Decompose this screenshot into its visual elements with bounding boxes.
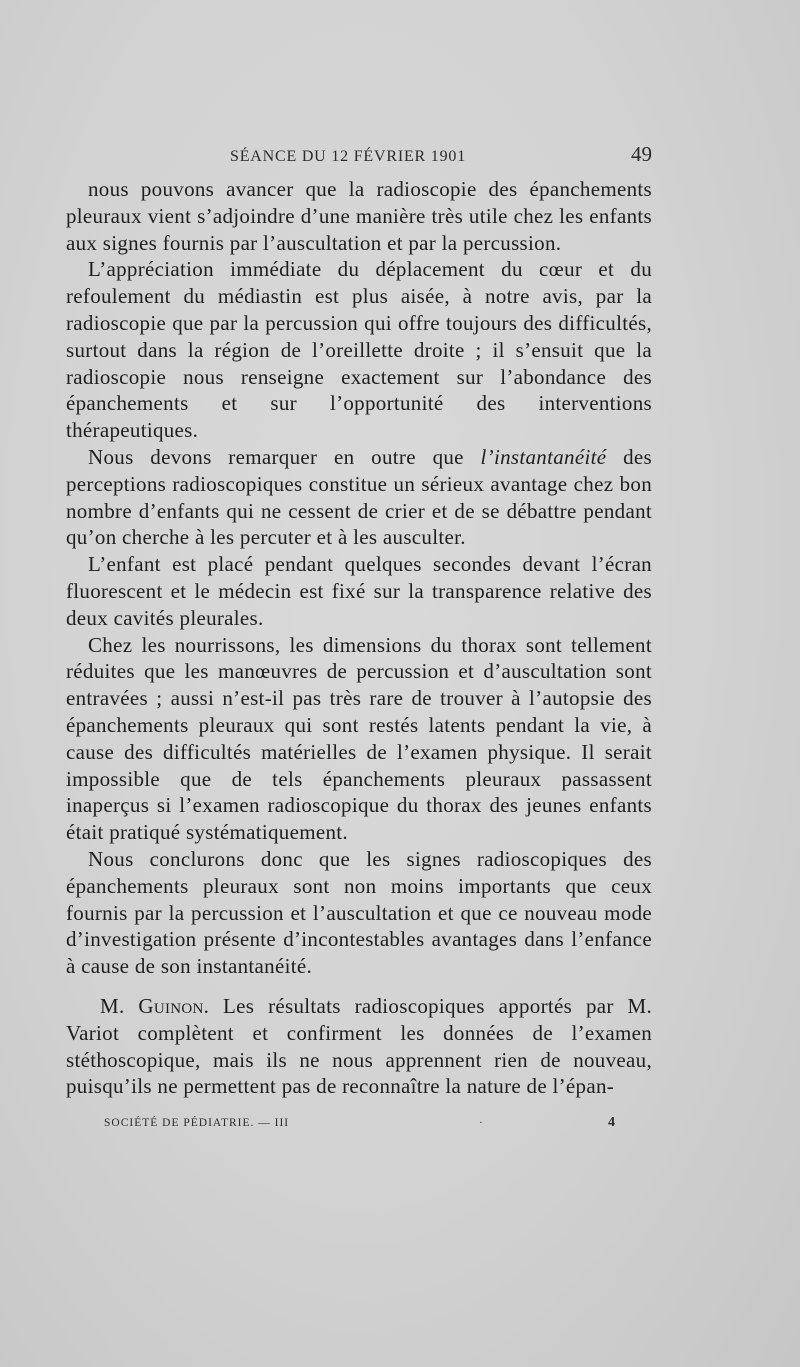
- paragraph-3: Nous devons remarquer en outre que l’instantanéité des perceptions radioscopiques constitue un sérieux avantage chez bon nombre d’enfants qui ne cessent de crier et de se débattre pendant qu’on cherche à les percuter et à les ausculter.: [66, 444, 652, 550]
- paragraph-6: Nous conclurons donc que les signes radioscopiques des épanchements pleuraux sont non moins importants que ceux fournis par la percussion et l’auscultation et que ce nouveau mode d’investigation présente d’incontestables avantages dans l’enfance à cause de son instantanéité.: [66, 846, 652, 979]
- page-header: [66, 142, 652, 170]
- page-number: 49: [631, 142, 652, 166]
- paragraph-4: L’enfant est placé pendant quelques secondes devant l’écran fluorescent et le médecin est fixé sur la transparence relative des deux cavités pleurales.: [66, 552, 652, 630]
- page-footer: [104, 1117, 616, 1137]
- speaker-name: Guinon: [138, 993, 204, 1018]
- paragraph-2: L’appréciation immédiate du déplacement du cœur et du refoulement du médiastin est plus aisée, à notre avis, par la radioscopie que par la percussion qui offre toujours des difficultés, surtout dans la région de l’oreillette droite ; il s’ensuit que la radioscopie nous renseigne exactement sur l’abondance des épanchements et sur l’opportunité des interventions thérapeutiques.: [66, 257, 652, 443]
- sheet-number: 4: [608, 1115, 616, 1130]
- paragraph-7: M. Guinon. Les résultats radioscopiques apportés par M. Variot complètent et confirment les données de l’examen stéthoscopique, mais ils ne nous apprennent rien de nouveau, puisqu’ils ne permettent pas de reconnaître la nature de l’épan-: [66, 993, 653, 1099]
- paragraph-1: nous pouvons avancer que la radioscopie des épanchements pleuraux vient s’adjoindre d’une manière très utile chez les enfants aux signes fournis par l’auscultation et par la percussion.: [66, 177, 652, 255]
- emphasis-instantaneite: l’instantanéité: [480, 444, 607, 469]
- signature-line: SOCIÉTÉ DE PÉDIATRIE. — III: [104, 1117, 290, 1129]
- body-text: [66, 176, 652, 1100]
- signature-mark: ·: [479, 1117, 484, 1129]
- paragraph-5: Chez les nourrissons, les dimensions du thorax sont tellement réduites que les manœuvres de percussion et d’auscultation sont entravées ; aussi n’est-il pas très rare de trouver à l’autopsie des épanchements pleuraux qui sont restés latents pendant la vie, à cause des difficultés matérielles de l’examen physique. Il serait impossible que de tels épanchements pleuraux passassent inaperçus si l’examen radioscopique du thorax des jeunes enfants était pratiqué systématiquement.: [66, 632, 652, 845]
- running-head: SÉANCE DU 12 FÉVRIER 1901: [230, 148, 467, 165]
